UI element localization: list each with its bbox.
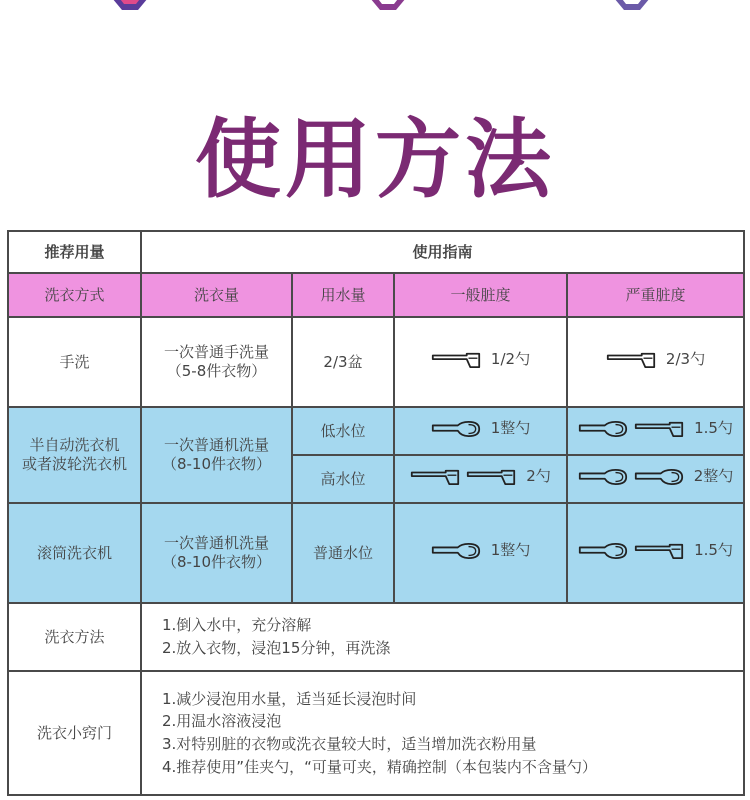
semi-auto-method [8, 407, 141, 503]
measuring-spoon-icon [410, 468, 460, 486]
measuring-spoon-icon [431, 351, 481, 369]
measuring-spoon-icon [578, 542, 628, 560]
hand-wash-method: 手洗 [8, 317, 141, 407]
package-image-left [98, 0, 162, 12]
dose-amount: 2/3勺 [665, 350, 706, 369]
table-title-row [8, 231, 744, 273]
wash-method-steps [141, 603, 744, 671]
semi-auto-low-heavy-dose [567, 407, 744, 455]
package-image-right [600, 0, 664, 12]
column-header-row [8, 273, 744, 317]
page-title: 使用方法 [195, 110, 555, 210]
wash-tips-label: 洗衣小窍门 [8, 671, 141, 795]
usage-guide-header: 使用指南 [141, 231, 744, 273]
recommended-dosage-header: 推荐用量 [8, 231, 141, 273]
dose-amount: 1整勺 [490, 541, 531, 560]
col-wash-load: 洗衣量 [141, 273, 292, 317]
dose-amount: 2整勺 [693, 467, 734, 486]
method-step: 1.倒入水中，充分溶解 [162, 616, 312, 635]
package-image-middle [356, 0, 420, 12]
drum-normal-dose [394, 503, 567, 603]
drum-method: 滚筒洗衣机 [8, 503, 141, 603]
semi-auto-low-normal-dose [394, 407, 567, 455]
measuring-spoon-icon [431, 542, 481, 560]
tip-item: 4.推荐使用”佳夹勺，“可量可夹，精确控制（本包装内不含量勺） [162, 757, 597, 776]
method-line: 半自动洗衣机 [29, 436, 120, 455]
hand-wash-water: 2/3盆 [292, 317, 394, 407]
table-row [8, 671, 744, 795]
measuring-spoon-icon [578, 420, 628, 438]
measuring-spoon-icon [634, 542, 684, 560]
method-step: 2.放入衣物，浸泡15分钟，再洗涤 [162, 639, 391, 657]
table-row [8, 317, 744, 407]
load-line: 一次普通机洗量 [163, 436, 269, 455]
load-line: 一次普通手洗量 [163, 343, 269, 362]
wash-method-label: 洗衣方法 [8, 603, 141, 671]
semi-auto-high-heavy-dose [567, 455, 744, 503]
tip-item: 3.对特别脏的衣物或洗衣量较大时，适当增加洗衣粉用量 [162, 735, 537, 753]
product-packages-strip [0, 0, 750, 20]
col-normal-dirt: 一般脏度 [394, 273, 567, 317]
col-heavy-dirt: 严重脏度 [567, 273, 744, 317]
measuring-spoon-icon [634, 420, 684, 438]
table-row [8, 407, 744, 455]
measuring-spoon-icon [578, 468, 628, 486]
dose-amount: 2勺 [526, 467, 551, 486]
measuring-spoon-icon [606, 351, 656, 369]
col-wash-method: 洗衣方式 [8, 273, 141, 317]
hand-wash-load [141, 317, 292, 407]
dose-amount: 1.5勺 [694, 419, 733, 438]
measuring-spoon-icon [466, 468, 516, 486]
drum-heavy-dose [567, 503, 744, 603]
dose-amount: 1整勺 [490, 419, 531, 438]
dose-amount: 1/2勺 [490, 350, 531, 369]
semi-auto-high-water: 高水位 [292, 455, 394, 503]
drum-water: 普通水位 [292, 503, 394, 603]
semi-auto-load [141, 407, 292, 503]
semi-auto-low-water: 低水位 [292, 407, 394, 455]
measuring-spoon-icon [431, 420, 481, 438]
dose-amount: 1.5勺 [694, 541, 733, 560]
drum-load [141, 503, 292, 603]
col-water-amount: 用水量 [292, 273, 394, 317]
table-row [8, 503, 744, 603]
load-line: 一次普通机洗量 [163, 534, 269, 553]
load-line: （8-10件衣物） [161, 553, 272, 571]
usage-guide-table [7, 230, 745, 796]
measuring-spoon-icon [634, 468, 684, 486]
semi-auto-high-normal-dose [394, 455, 567, 503]
hand-wash-heavy-dose [567, 317, 744, 407]
table-row [8, 603, 744, 671]
hand-wash-normal-dose [394, 317, 567, 407]
tip-item: 2.用温水溶液浸泡 [162, 712, 282, 731]
load-line: （8-10件衣物） [161, 455, 272, 473]
tip-item: 1.减少浸泡用水量，适当延长浸泡时间 [162, 689, 417, 708]
method-line: 或者波轮洗衣机 [21, 455, 127, 473]
wash-tips-list [141, 671, 744, 795]
load-line: （5-8件衣物） [166, 362, 267, 380]
